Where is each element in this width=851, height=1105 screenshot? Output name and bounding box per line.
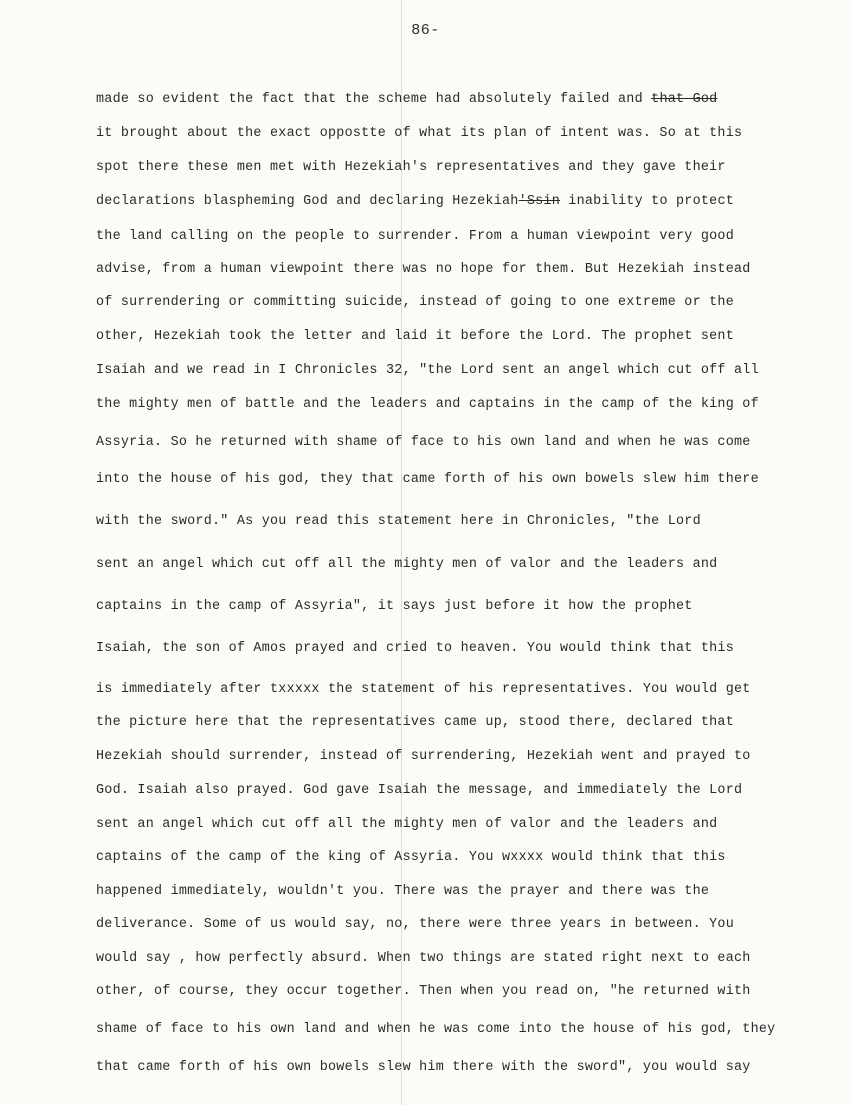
text-line: Hezekiah should surrender, instead of surrendering, Hezekiah went and prayed to <box>96 749 751 764</box>
text-line: advise, from a human viewpoint there was no hope for them. But Hezekiah instead <box>96 262 751 277</box>
text-line: captains of the camp of the king of Assyria. You wxxxx would think that this <box>96 850 726 865</box>
text-line <box>96 193 796 211</box>
text-line: other, Hezekiah took the letter and laid it before the Lord. The prophet sent <box>96 329 734 344</box>
line-text: inability to protect <box>560 194 735 209</box>
text-line: the picture here that the representatives came up, stood there, declared that <box>96 715 734 730</box>
text-line: God. Isaiah also prayed. God gave Isaiah the message, and immediately the Lord <box>96 783 743 798</box>
struck-text: that God <box>651 92 718 107</box>
text-line: it brought about the exact oppostte of what its plan of intent was. So at this <box>96 126 743 141</box>
text-line: the land calling on the people to surrender. From a human viewpoint very good <box>96 229 734 244</box>
text-line: Isaiah, the son of Amos prayed and cried to heaven. You would think that this <box>96 641 734 656</box>
text-line: shame of face to his own land and when he was come into the house of his god, they <box>96 1022 776 1037</box>
text-line: spot there these men met with Hezekiah's representatives and they gave their <box>96 160 726 175</box>
text-line: sent an angel which cut off all the mighty men of valor and the leaders and <box>96 557 718 572</box>
text-line: happened immediately, wouldn't you. There was the prayer and there was the <box>96 884 710 899</box>
text-line: the mighty men of battle and the leaders and captains in the camp of the king of <box>96 397 759 412</box>
text-line: is immediately after txxxxx the statement of his representatives. You would get <box>96 682 751 697</box>
text-line: would say , how perfectly absurd. When two things are stated right next to each <box>96 951 751 966</box>
line-text: declarations blaspheming God and declaring Hezekiah <box>96 194 519 209</box>
page-number: 86- <box>411 22 440 39</box>
text-line: that came forth of his own bowels slew him there with the sword", you would say <box>96 1060 751 1075</box>
line-text: made so evident the fact that the scheme had absolutely failed and <box>96 92 652 107</box>
text-line: captains in the camp of Assyria", it says just before it how the prophet <box>96 599 693 614</box>
text-line: Assyria. So he returned with shame of face to his own land and when he was come <box>96 435 751 450</box>
text-line: with the sword." As you read this statement here in Chronicles, "the Lord <box>96 514 701 529</box>
text-line: sent an angel which cut off all the mighty men of valor and the leaders and <box>96 817 718 832</box>
text-line: Isaiah and we read in I Chronicles 32, "the Lord sent an angel which cut off all <box>96 363 759 378</box>
text-line <box>96 91 796 109</box>
struck-text: 'Ssin <box>518 194 561 209</box>
text-line: other, of course, they occur together. Then when you read on, "he returned with <box>96 984 751 999</box>
text-line: deliverance. Some of us would say, no, there were three years in between. You <box>96 917 734 932</box>
text-line: of surrendering or committing suicide, instead of going to one extreme or the <box>96 295 734 310</box>
text-line: into the house of his god, they that came forth of his own bowels slew him there <box>96 472 759 487</box>
